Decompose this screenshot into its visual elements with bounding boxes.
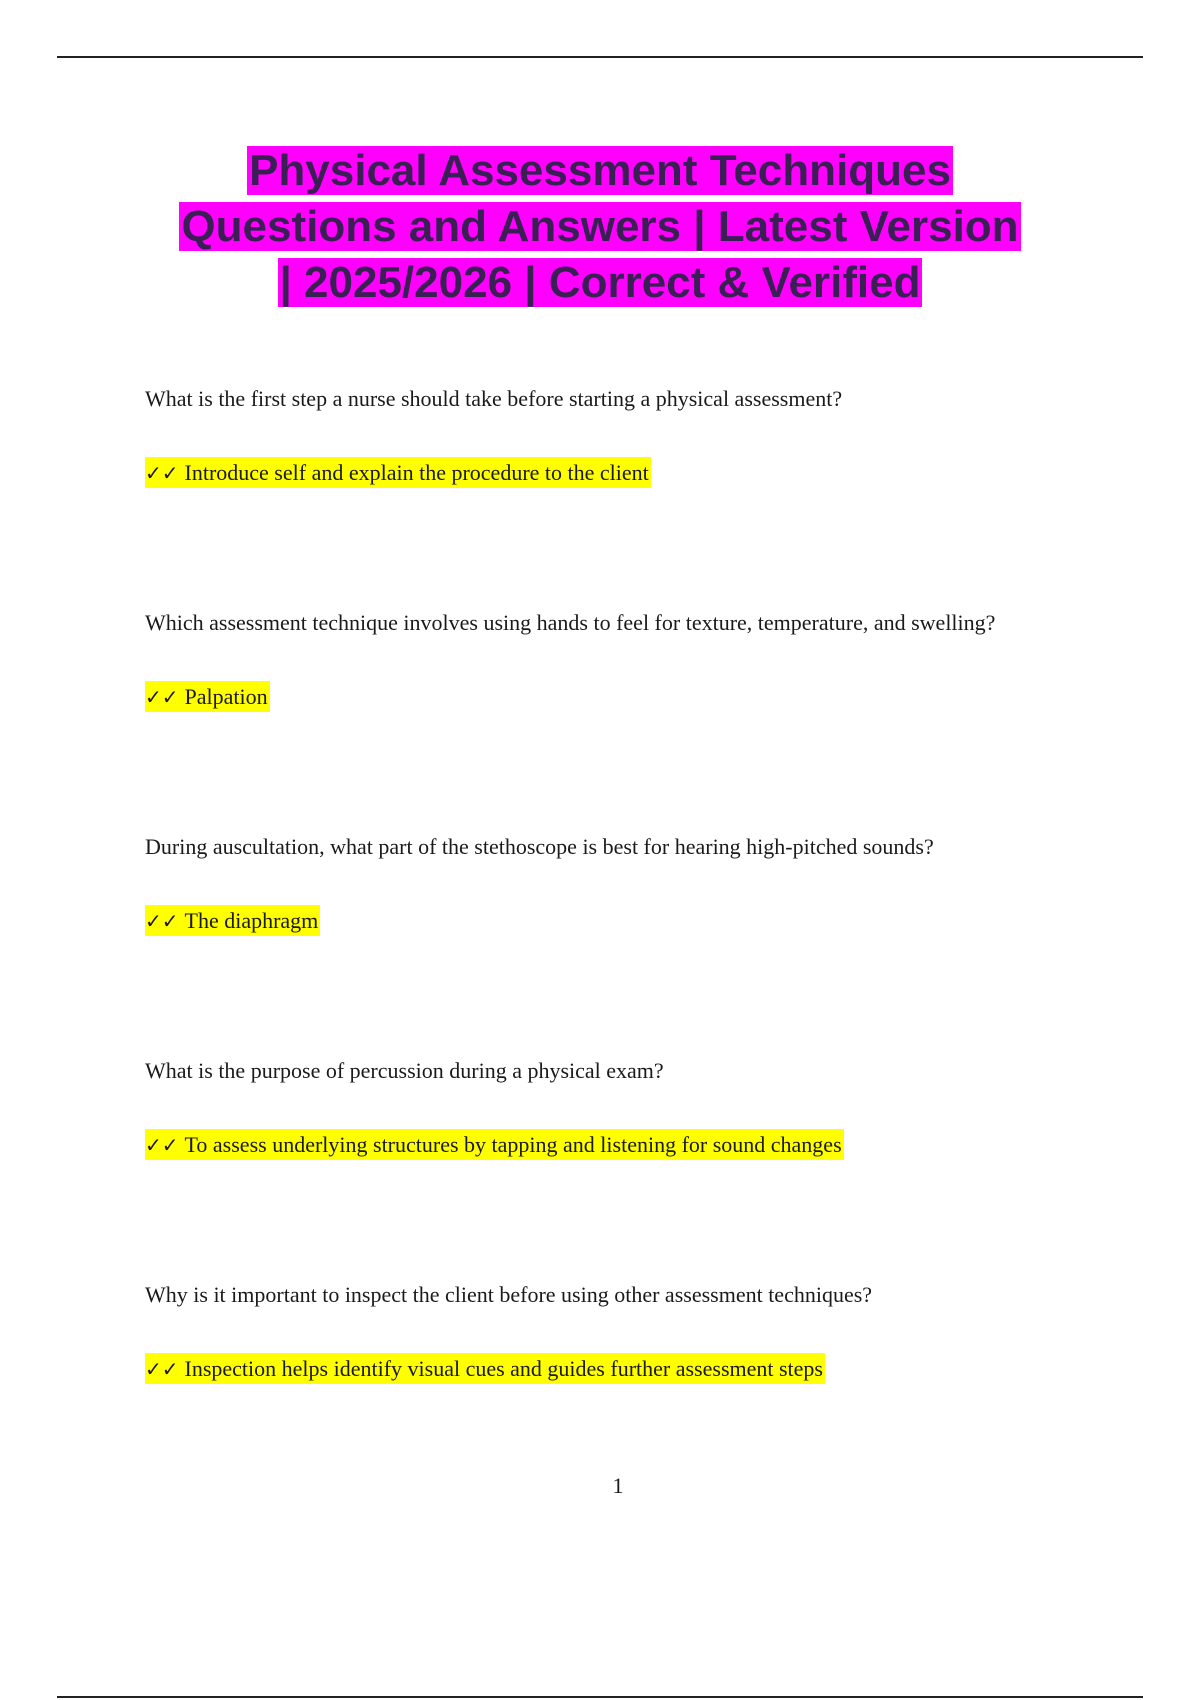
double-check-icon: ✓✓	[145, 1357, 179, 1381]
answer-text	[145, 1131, 844, 1159]
double-check-icon: ✓✓	[145, 685, 179, 709]
answer-text	[145, 459, 651, 487]
footer-rule	[57, 1696, 1143, 1698]
answer-label: Inspection helps identify visual cues and guides further assessment steps	[184, 1356, 823, 1381]
document-title	[100, 143, 1100, 311]
answer-label: Palpation	[184, 684, 268, 709]
header-rule	[57, 56, 1143, 58]
title-line: Physical Assessment Techniques	[249, 146, 951, 195]
qa-item	[145, 1281, 1095, 1381]
page-number: 1	[612, 1473, 624, 1498]
question-text: Which assessment technique involves using hands to feel for texture, temperature, and swelling?	[145, 610, 996, 635]
question-text: Why is it important to inspect the client before using other assessment techniques?	[145, 1282, 873, 1307]
double-check-icon: ✓✓	[145, 909, 179, 933]
question-text: What is the first step a nurse should take before starting a physical assessment?	[145, 386, 843, 411]
qa-item	[145, 833, 1095, 933]
qa-item	[145, 1057, 1095, 1157]
title-line: Questions and Answers | Latest Version	[181, 202, 1019, 251]
question-text: What is the purpose of percussion during a physical exam?	[145, 1058, 664, 1083]
answer-label: The diaphragm	[184, 908, 319, 933]
double-check-icon: ✓✓	[145, 461, 179, 485]
answer-text	[145, 1355, 825, 1383]
answer-label: To assess underlying structures by tapping and listening for sound changes	[184, 1132, 842, 1157]
answer-label: Introduce self and explain the procedure to the client	[184, 460, 649, 485]
title-line: | 2025/2026 | Correct & Verified	[279, 258, 921, 307]
double-check-icon: ✓✓	[145, 1133, 179, 1157]
question-text: During auscultation, what part of the stethoscope is best for hearing high-pitched sounds?	[145, 834, 934, 859]
qa-item	[145, 609, 1095, 709]
qa-item	[145, 385, 1095, 485]
answer-text	[145, 907, 320, 935]
answer-text	[145, 683, 270, 711]
